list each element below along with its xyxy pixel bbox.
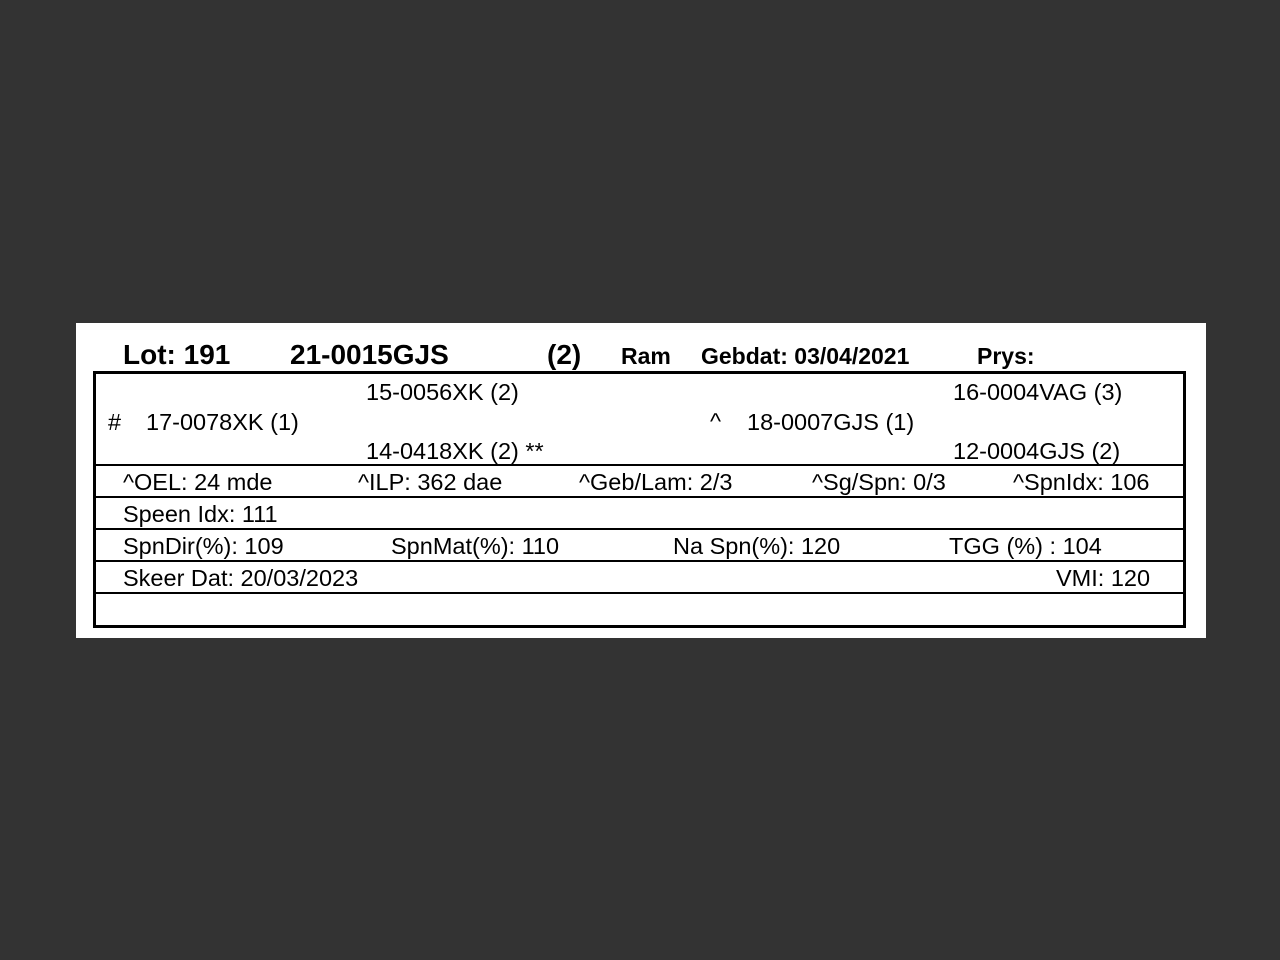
birth-date: Gebdat: 03/04/2021 — [701, 343, 910, 369]
dam-marker: ^ — [710, 408, 722, 434]
spn-idx-value: ^SpnIdx: 106 — [1013, 469, 1150, 495]
ilp-value: ^ILP: 362 dae — [358, 469, 503, 495]
vmi-value: VMI: 120 — [1056, 565, 1151, 591]
speen-idx: Speen Idx: 111 — [123, 501, 278, 527]
details-table — [93, 371, 1186, 628]
animal-sex: Ram — [621, 343, 671, 369]
lot-number: Lot: 191 — [123, 339, 231, 370]
row-divider — [96, 560, 1183, 562]
row-divider — [96, 528, 1183, 530]
spn-dir-value: SpnDir(%): 109 — [123, 533, 284, 559]
na-spn-value: Na Spn(%): 120 — [673, 533, 841, 559]
spn-mat-value: SpnMat(%): 110 — [391, 533, 560, 559]
geb-lam-value: ^Geb/Lam: 2/3 — [579, 469, 733, 495]
dam-sire: 16-0004VAG (3) — [953, 379, 1123, 405]
row-divider — [96, 496, 1183, 498]
sire-dam: 14-0418XK (2) ** — [366, 438, 544, 464]
tgg-value: TGG (%) : 104 — [949, 533, 1102, 559]
row-divider — [96, 464, 1183, 466]
dam-dam: 12-0004GJS (2) — [953, 438, 1121, 464]
animal-count: (2) — [547, 339, 582, 370]
sg-spn-value: ^Sg/Spn: 0/3 — [812, 469, 946, 495]
oel-value: ^OEL: 24 mde — [123, 469, 273, 495]
row-divider — [96, 592, 1183, 594]
price-label: Prys: — [977, 343, 1035, 369]
sire: 17-0078XK (1) — [146, 409, 299, 435]
animal-id: 21-0015GJS — [290, 339, 449, 370]
skeer-date: Skeer Dat: 20/03/2023 — [123, 565, 359, 591]
dam: 18-0007GJS (1) — [747, 409, 915, 435]
sire-marker: # — [108, 409, 122, 435]
sire-sire: 15-0056XK (2) — [366, 379, 519, 405]
lot-card — [76, 323, 1206, 638]
